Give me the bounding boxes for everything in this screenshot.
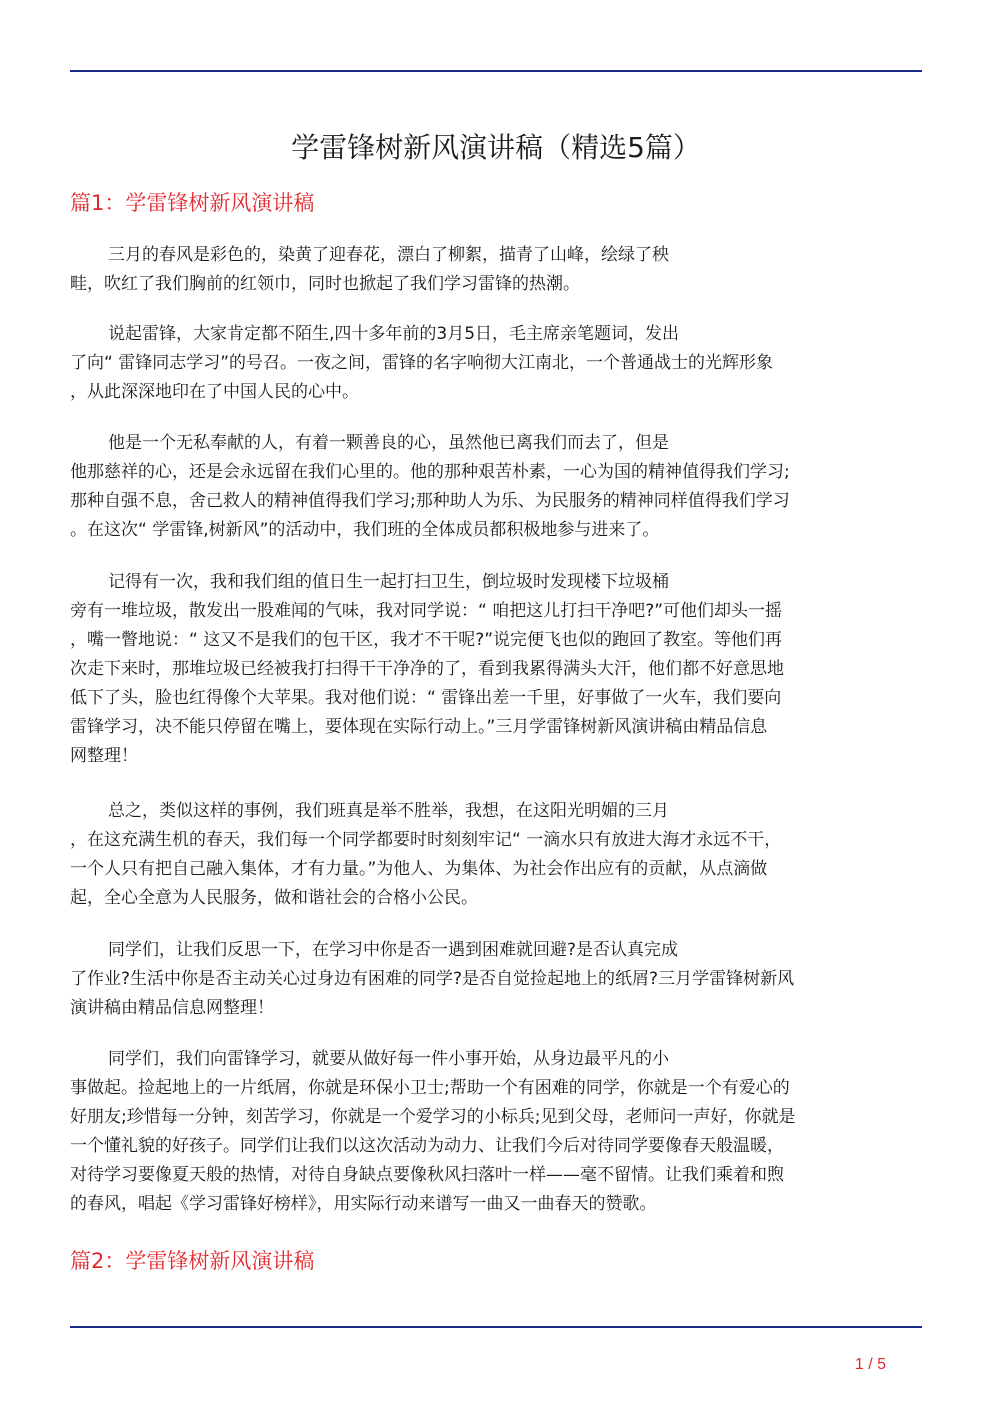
page-number: 1 / 5 [854,1356,886,1373]
paragraph-line: ，从此深深地印在了中国人民的心中。 [70,382,359,402]
section-heading-2: 篇2：学雷锋树新风演讲稿 [70,1249,315,1273]
paragraph-line: 那种自强不息，舍己救人的精神值得我们学习;那种助人为乐、为民服务的精神同样值得我们学习 [70,491,790,511]
paragraph-line: 一个懂礼貌的好孩子。同学们让我们以这次活动为动力、让我们今后对待同学要像春天般温暖， [70,1136,784,1156]
footer-rule [70,1326,922,1328]
paragraph-line: 。在这次“ 学雷锋,树新风”的活动中，我们班的全体成员都积极地参与进来了。 [70,520,660,540]
section-heading-1: 篇1：学雷锋树新风演讲稿 [70,191,315,215]
paragraph-line: 同学们，我们向雷锋学习，就要从做好每一件小事开始，从身边最平凡的小 [108,1049,669,1069]
paragraph-line: 对待学习要像夏天般的热情，对待自身缺点要像秋风扫落叶一样——毫不留情。让我们乘着和煦 [70,1165,784,1185]
paragraph-line: 他是一个无私奉献的人，有着一颗善良的心，虽然他已离我们而去了，但是 [108,433,669,453]
paragraph-7 [70,1045,922,1219]
paragraph-line: ，嘴一瞥地说：“ 这又不是我们的包干区，我才不干呢?”说完便飞也似的跑回了教室。等他们再 [70,630,783,650]
paragraph-line: 旁有一堆垃圾，散发出一股难闻的气味，我对同学说：“ 咱把这儿打扫干净吧?”可他们却头一摇 [70,601,783,621]
paragraph-4 [70,568,922,771]
paragraph-line: 同学们，让我们反思一下，在学习中你是否一遇到困难就回避?是否认真完成 [108,940,679,960]
paragraph-line: 总之，类似这样的事例，我们班真是举不胜举，我想，在这阳光明媚的三月 [108,801,669,821]
paragraph-line: 的春风，唱起《学习雷锋好榜样》，用实际行动来谱写一曲又一曲春天的赞歌。 [70,1194,657,1214]
paragraph-6 [70,936,922,1023]
paragraph-line: 起，全心全意为人民服务，做和谐社会的合格小公民。 [70,888,478,908]
paragraph-1 [70,241,922,299]
paragraph-line: 雷锋学习，决不能只停留在嘴上，要体现在实际行动上。”三月学雷锋树新风演讲稿由精品信息 [70,717,768,737]
paragraph-line: ，在这充满生机的春天，我们每一个同学都要时时刻刻牢记“ 一滴水只有放进大海才永远不干， [70,830,782,850]
paragraph-line: 记得有一次，我和我们组的值日生一起打扫卫生，倒垃圾时发现楼下垃圾桶 [108,572,669,592]
paragraph-2 [70,320,922,407]
paragraph-line: 畦，吹红了我们胸前的红领巾，同时也掀起了我们学习雷锋的热潮。 [70,274,580,294]
paragraph-line: 了作业?生活中你是否主动关心过身边有困难的同学?是否自觉捡起地上的纸屑?三月学雷锋树新风 [70,969,795,989]
paragraph-3 [70,429,922,545]
header-rule [70,70,922,72]
paragraph-line: 次走下来时，那堆垃圾已经被我打扫得干干净净的了，看到我累得满头大汗，他们都不好意思地 [70,659,784,679]
paragraph-line: 说起雷锋，大家肯定都不陌生,四十多年前的3月5日，毛主席亲笔题词，发出 [108,324,680,344]
paragraph-line: 低下了头，脸也红得像个大苹果。我对他们说：“ 雷锋出差一千里，好事做了一火车，我们要向 [70,688,782,708]
paragraph-line: 演讲稿由精品信息网整理！ [70,998,274,1018]
paragraph-5 [70,797,922,913]
paragraph-line: 了向“ 雷锋同志学习”的号召。一夜之间，雷锋的名字响彻大江南北，一个普通战士的光辉形象 [70,353,774,373]
document-title: 学雷锋树新风演讲稿（精选5篇） [291,131,701,164]
paragraph-line: 他那慈祥的心，还是会永远留在我们心里的。他的那种艰苦朴素，一心为国的精神值得我们学习; [70,462,790,482]
paragraph-line: 网整理！ [70,746,138,766]
paragraph-line: 好朋友;珍惜每一分钟，刻苦学习，你就是一个爱学习的小标兵;见到父母，老师问一声好，你就是 [70,1107,796,1127]
paragraph-line: 一个人只有把自己融入集体，才有力量。”为他人、为集体、为社会作出应有的贡献，从点滴做 [70,859,768,879]
paragraph-line: 三月的春风是彩色的，染黄了迎春花，漂白了柳絮，描青了山峰，绘绿了秧 [108,245,669,265]
paragraph-line: 事做起。捡起地上的一片纸屑，你就是环保小卫士;帮助一个有困难的同学，你就是一个有爱心的 [70,1078,790,1098]
